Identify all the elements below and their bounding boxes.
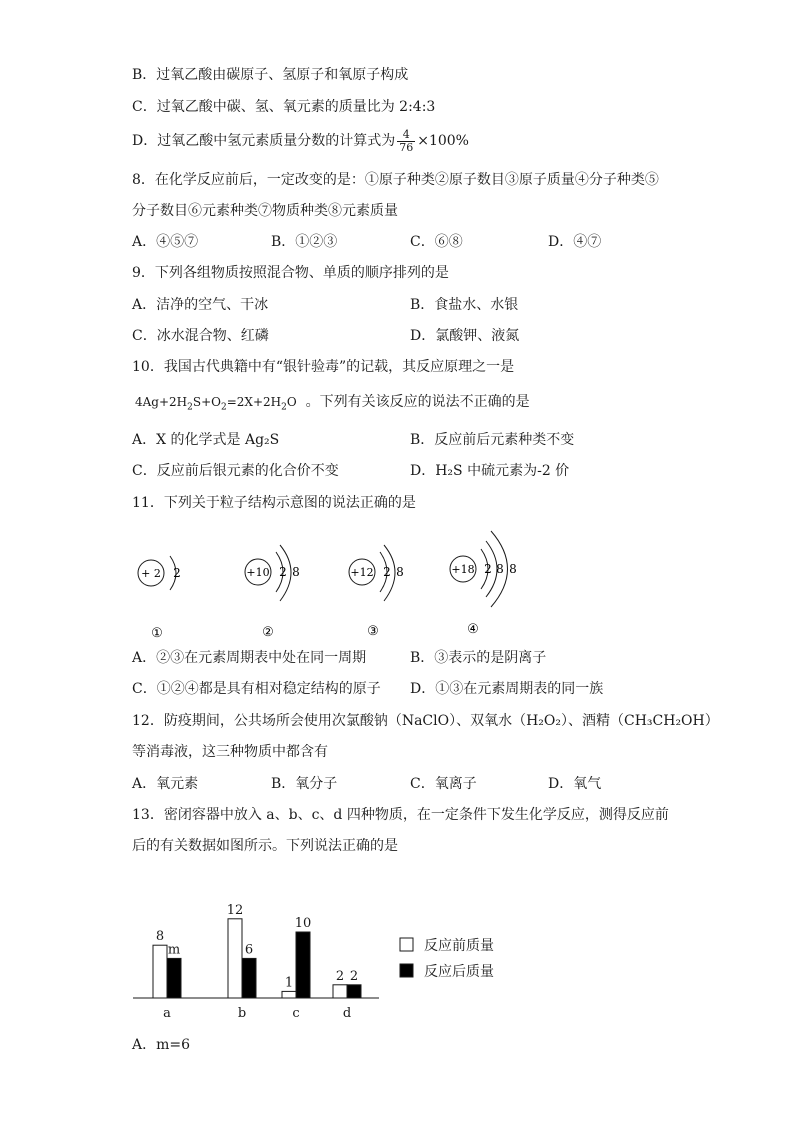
q11-option-b[interactable]: B．③表示的是阴离子	[410, 650, 547, 666]
data-label-a-before: 8	[155, 929, 165, 945]
q11-option-a[interactable]: A．②③在元素周期表中处在同一周期	[132, 650, 367, 666]
q7-option-d-text: D．过氧乙酸中氢元素质量分数的计算式为	[132, 133, 396, 149]
q8-stem-line1: 8．在化学反应前后，一定改变的是：①原子种类②原子数目③原子质量④分子种类⑤	[132, 172, 659, 188]
category-label-b: b	[237, 1006, 247, 1021]
atom-diagram-1	[138, 556, 181, 641]
q8-stem-line2: 分子数目⑥元素种类⑦物质种类⑧元素质量	[132, 203, 398, 219]
q7-option-c: C．过氧乙酸中碳、氢、氧元素的质量比为 2:4:3	[132, 99, 436, 115]
q7-option-d-suffix: ×100%	[417, 133, 469, 149]
bar-b-after	[242, 958, 256, 998]
q10-option-c[interactable]: C．反应前后银元素的化合价不变	[132, 463, 339, 479]
bar-d-before	[333, 985, 347, 998]
q11-option-c[interactable]: C．①②④都是具有相对稳定结构的原子	[132, 681, 381, 697]
atom-3-shell-2: 8	[396, 565, 404, 579]
data-label-c-after: 10	[294, 916, 312, 931]
atom-diagram-4	[450, 531, 517, 637]
bar-a-before	[153, 945, 167, 998]
q9-option-b[interactable]: B．食盐水、水银	[410, 297, 519, 313]
bar-c-after	[296, 932, 310, 998]
q10-option-d[interactable]: D．H₂S 中硫元素为-2 价	[410, 463, 570, 479]
q10-equation-line	[135, 393, 530, 416]
data-label-c-before: 1	[284, 975, 294, 991]
data-label-b-after: 6	[244, 942, 254, 958]
atom-1-label: ①	[151, 626, 163, 641]
q10-stem-tail: 。下列有关该反应的说法不正确的是	[305, 394, 530, 410]
q9-option-c[interactable]: C．冰水混合物、红磷	[132, 328, 269, 344]
atom-4-shell-2: 8	[496, 562, 504, 576]
atom-2-label: ②	[262, 625, 274, 640]
atom-structure-diagrams	[0, 520, 794, 650]
data-label-d-before: 2	[335, 968, 345, 984]
category-label-a: a	[163, 1006, 171, 1021]
q10-stem: 10．我国古代典籍中有“银针验毒”的记载，其反应原理之一是	[132, 359, 515, 375]
legend-swatch-after	[400, 964, 413, 977]
atom-4-label: ④	[467, 622, 479, 637]
q12-option-b[interactable]: B．氧分子	[271, 776, 338, 792]
mass-bar-chart	[0, 862, 794, 1032]
bar-d-after	[347, 985, 361, 998]
atom-2-shell-1: 2	[279, 565, 287, 579]
chemical-equation: $4Ag+2H_2S+O_2=2X+2H_2O$	[135, 395, 297, 413]
q12-option-a[interactable]: A．氧元素	[132, 776, 199, 792]
q9-stem: 9．下列各组物质按照混合物、单质的顺序排列的是	[132, 265, 449, 281]
atom-4-nucleus: +18	[451, 563, 475, 576]
q13-stem-line1: 13．密闭容器中放入 a、b、c、d 四种物质，在一定条件下发生化学反应，测得反应前	[132, 807, 669, 823]
category-label-c: c	[292, 1006, 300, 1021]
legend-label-after: 反应后质量	[424, 964, 494, 980]
atom-1-nucleus: + 2	[141, 567, 161, 580]
data-label-a-after: m	[167, 942, 181, 958]
legend-label-before: 反应前质量	[424, 938, 494, 954]
bar-c-before	[282, 991, 296, 998]
q7-option-d	[132, 128, 469, 154]
data-label-d-after: 2	[349, 968, 359, 984]
fraction-numerator: 4	[397, 129, 415, 142]
fraction-denominator: 76	[399, 140, 414, 154]
atom-3-label: ③	[367, 624, 379, 639]
q12-stem-line1: 12．防疫期间，公共场所会使用次氯酸钠（NaClO）、双氧水（H₂O₂）、酒精（CH₃CH₂OH）	[132, 713, 719, 729]
q9-option-d[interactable]: D．氯酸钾、液氮	[410, 328, 520, 344]
q10-option-b[interactable]: B．反应前后元素种类不变	[410, 432, 575, 448]
q13-option-a[interactable]: A．m=6	[132, 1037, 191, 1053]
atom-2-shell-2: 8	[292, 565, 300, 579]
legend-swatch-before	[400, 938, 413, 951]
fraction	[397, 129, 415, 154]
atom-diagram-2	[245, 545, 300, 640]
q10-option-a[interactable]: A．X 的化学式是 Ag₂S	[132, 432, 280, 448]
q8-option-a[interactable]: A．④⑤⑦	[132, 234, 199, 250]
q8-option-c[interactable]: C．⑥⑧	[410, 234, 463, 250]
q7-option-b: B．过氧乙酸由碳原子、氢原子和氧原子构成	[132, 67, 409, 83]
q12-option-d[interactable]: D．氧气	[548, 776, 602, 792]
q9-option-a[interactable]: A．洁净的空气、干冰	[132, 297, 269, 313]
q11-option-d[interactable]: D．①③在元素周期表的同一族	[410, 681, 604, 697]
atom-diagram-3	[349, 545, 404, 639]
q12-stem-line2: 等消毒液，这三种物质中都含有	[132, 744, 328, 760]
q12-option-c[interactable]: C．氧离子	[410, 776, 477, 792]
q8-option-d[interactable]: D．④⑦	[548, 234, 602, 250]
atom-3-nucleus: +12	[350, 566, 374, 579]
category-label-d: d	[342, 1006, 352, 1021]
q11-stem: 11．下列关于粒子结构示意图的说法正确的是	[132, 495, 416, 511]
atom-2-nucleus: +10	[246, 566, 270, 579]
bar-b-before	[228, 919, 242, 998]
q13-stem-line2: 后的有关数据如图所示。下列说法正确的是	[132, 838, 398, 854]
data-label-b-before: 12	[226, 902, 244, 918]
q8-option-b[interactable]: B．①②③	[271, 234, 338, 250]
atom-3-shell-1: 2	[383, 565, 391, 579]
atom-4-shell-3: 8	[509, 562, 517, 576]
atom-1-shell-1: 2	[173, 566, 181, 580]
atom-4-shell-1: 2	[484, 562, 492, 576]
bar-a-after	[167, 958, 181, 998]
